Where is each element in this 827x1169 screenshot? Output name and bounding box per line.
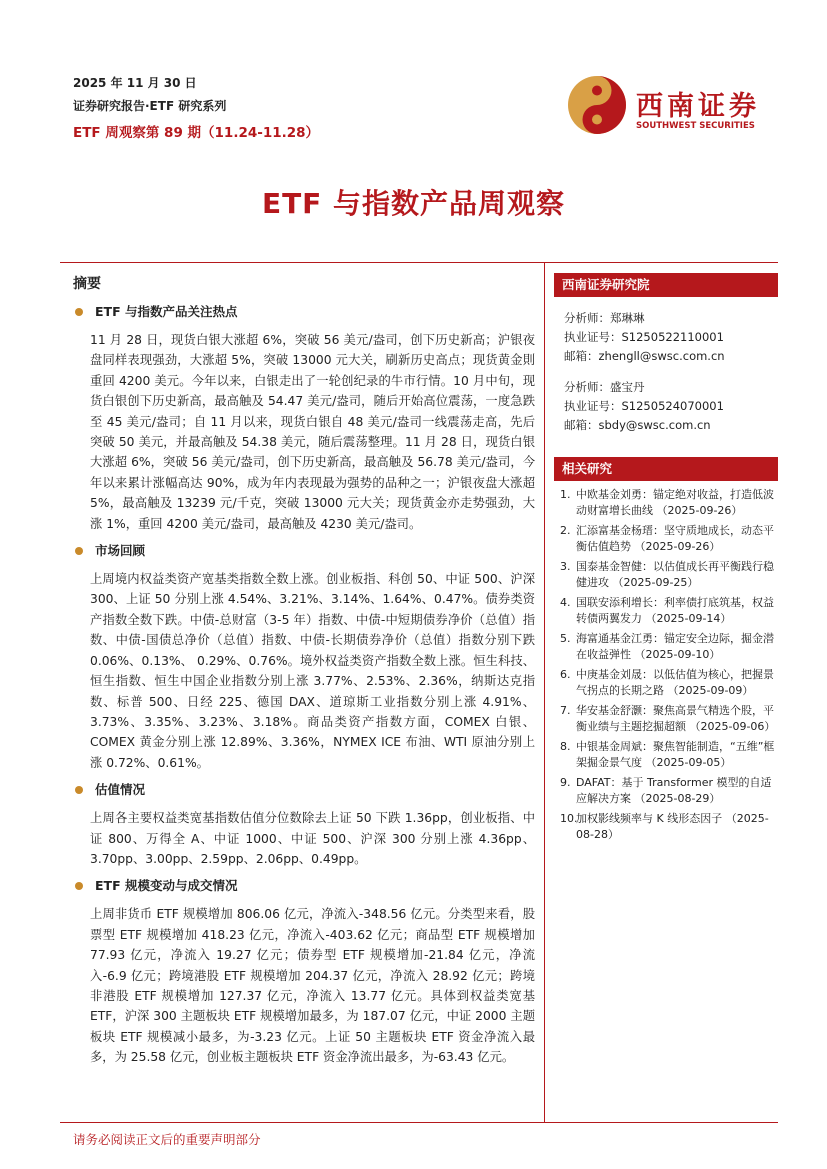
sidebar bbox=[554, 273, 778, 847]
list-item-text: DAFAT：基于 Transformer 模型的自适应解决方案 （2025-08-29） bbox=[576, 776, 772, 805]
section-heading bbox=[73, 540, 535, 569]
section-hotspot bbox=[73, 301, 535, 534]
bullet-dot-icon bbox=[75, 308, 83, 316]
list-item-text: 国联安添利增长：利率债打底筑基，权益转债两翼发力 （2025-09-14） bbox=[576, 596, 774, 625]
section-body: 上周各主要权益类宽基指数估值分位数除去上证 50 下跌 1.36pp，创业板指、中证 800、万得全 A、中证 1000、中证 500、沪深 300 分别上涨 4.36pp、3.70pp、3.00pp、2.59pp、2.06pp、0.49pp。 bbox=[90, 811, 535, 866]
section-title: 估值情况 bbox=[95, 782, 146, 798]
analyst-email[interactable]: 邮箱：sbdy@swsc.com.cn bbox=[564, 418, 711, 432]
list-item-text: 中银基金周斌：聚焦智能制造，“五维”框架掘金景气度 （2025-09-05） bbox=[576, 740, 775, 769]
footer-disclaimer: 请务必阅读正文后的重要声明部分 bbox=[73, 1132, 261, 1147]
logo-cn-text: 西南证券 bbox=[636, 91, 760, 122]
list-item-number: 7. bbox=[560, 704, 571, 717]
list-item-text: 国泰基金智健：以估值成长再平衡践行稳健进攻 （2025-09-25） bbox=[576, 560, 774, 589]
list-item[interactable] bbox=[554, 703, 778, 734]
logo-en-text: SOUTHWEST SECURITIES bbox=[636, 121, 755, 131]
footer-divider bbox=[60, 1122, 778, 1123]
list-item-text: 加权影线频率与 K 线形态因子 （2025-08-28） bbox=[576, 812, 769, 841]
institute-bar: 西南证券研究院 bbox=[554, 273, 778, 297]
list-item-number: 5. bbox=[560, 632, 571, 645]
list-item-number: 10. bbox=[560, 812, 578, 825]
section-title: ETF 规模变动与成交情况 bbox=[95, 878, 238, 894]
list-item-number: 2. bbox=[560, 524, 571, 537]
section-body: 上周非货币 ETF 规模增加 806.06 亿元，净流入-348.56 亿元。分类型来看，股票型 ETF 规模增加 418.23 亿元，净流入-403.62 亿元；商品型 ETF 规模增加 77.93 亿元，净流入 19.27 亿元；债券型 ETF 规模增加-21.84 亿元，净流入-6.9 亿元；跨境港股 ETF 规模增加 204.37 亿元，净流入 28.92 亿元；跨境非港股 ETF 规模增加 127.37 亿元，净流入 13.77 亿元。具体到权益类宽基 ETF，沪深 300 主题板块 ETF 规模增加最多，为 187.07 亿元，中证 2000 主题板块 ETF 规模减小最多，为-3.23 亿元。上证 50 主题板块 ETF 资金净流入最多，为 25.58 亿元，创业板主题板块 ETF 资金净流出最多，为-63.43 亿元。 bbox=[90, 907, 535, 1065]
analyst-cert: 执业证号：S1250522110001 bbox=[564, 330, 724, 344]
related-research-bar: 相关研究 bbox=[554, 457, 778, 481]
section-heading bbox=[73, 301, 535, 330]
section-market-review bbox=[73, 540, 535, 773]
list-item[interactable] bbox=[554, 559, 778, 590]
related-research-list bbox=[554, 487, 778, 842]
list-item[interactable] bbox=[554, 811, 778, 842]
report-issue: ETF 周观察第 89 期（11.24-11.28） bbox=[73, 125, 320, 141]
summary-heading: 摘要 bbox=[73, 276, 101, 292]
section-body: 11 月 28 日，现货白银大涨超 6%，突破 56 美元/盎司，创下历史新高；沪银夜盘同样表现强劲，大涨超 5%，突破 13000 元大关，刷新历史高点；现货黄金則重回 4200 美元。今年以来，白银走出了一轮创纪录的牛市行情。10 月中旬，现货白银创下历史新高，最高触及 54.47 美元/盎司，随后开始高位震荡，一度急跌至 45 美元/盎司；自 11 月以来，现货白银自 48 美元/盎司一线震荡走高，先后突破 50 美元，并最高触及 54.38 美元，随后震荡整理。11 月 28 日，现货白银大涨超 6%，突破 56 美元/盎司，创下历史新高，最高触及 56.78 美元/盎司，今年以来累计涨幅高达 90%，成为年内表现最为强势的品种之一；沪银夜盘大涨超 5%，最高触及 13239 元/千克，突破 13000 元大关；现货黄金亦走势强劲，大涨 1%，重回 4200 美元/盎司，最高触及 4230 美元/盎司。 bbox=[90, 333, 535, 531]
list-item-text: 汇添富基金杨瑨：坚守质地成长，动态平衡估值趋势 （2025-09-26） bbox=[576, 524, 774, 553]
list-item-number: 6. bbox=[560, 668, 571, 681]
list-item[interactable] bbox=[554, 631, 778, 662]
list-item-number: 9. bbox=[560, 776, 571, 789]
list-item-text: 华安基金舒灏：聚焦高景气精选个股，平衡业绩与主题挖掘超额 （2025-09-06） bbox=[576, 704, 776, 733]
column-divider bbox=[544, 262, 545, 1122]
report-series: 证券研究报告·ETF 研究系列 bbox=[73, 99, 227, 113]
analyst-card bbox=[554, 309, 778, 366]
list-item[interactable] bbox=[554, 595, 778, 626]
analyst-card bbox=[554, 378, 778, 435]
list-item[interactable] bbox=[554, 739, 778, 770]
company-logo bbox=[566, 72, 771, 138]
bullet-dot-icon bbox=[75, 882, 83, 890]
summary-column bbox=[73, 273, 535, 1074]
list-item-text: 中欧基金刘勇：锚定绝对收益，打造低波动财富增长曲线 （2025-09-26） bbox=[576, 488, 774, 517]
bullet-dot-icon bbox=[75, 786, 83, 794]
section-heading bbox=[73, 875, 535, 904]
list-item[interactable] bbox=[554, 487, 778, 518]
top-divider bbox=[60, 262, 778, 263]
list-item-number: 4. bbox=[560, 596, 571, 609]
report-date: 2025 年 11 月 30 日 bbox=[73, 76, 197, 90]
analyst-name: 分析师：郑琳琳 bbox=[564, 311, 645, 325]
section-etf-flows bbox=[73, 875, 535, 1067]
list-item[interactable] bbox=[554, 667, 778, 698]
section-body: 上周境内权益类资产宽基类指数全数上涨。创业板指、科创 50、中证 500、沪深 300、上证 50 分别上涨 4.54%、3.21%、3.14%、1.64%、0.47%。债券类资产指数全数下跌。中债-总财富（3-5 年）指数、中债-中短期债券净价（总值）指数、中债-国债总净价（总值）指数、中债-长期债券净价（总值）指数分别下跌 0.06%、0.13%、 0.29%、0.76%。境外权益类资产指数全数上涨。恒生科技、恒生指数、恒生中国企业指数分别上涨 3.77%、2.53%、2.36%，纳斯达克指数、标普 500、日经 225、德国 DAX、道琼斯工业指数分别上涨 4.91%、3.73%、3.35%、3.23%、3.18%。商品类资产指数方面，COMEX 白银、COMEX 黄金分别上涨 12.89%、3.36%，NYMEX ICE 布油、WTI 原油分别上涨 0.72%、0.61%。 bbox=[90, 572, 535, 770]
analyst-name: 分析师：盛宝丹 bbox=[564, 380, 645, 394]
analyst-cert: 执业证号：S1250524070001 bbox=[564, 399, 724, 413]
logo-mark-icon bbox=[566, 74, 628, 136]
page-title: ETF 与指数产品周观察 bbox=[261, 187, 566, 220]
list-item-text: 海富通基金江勇：锚定安全边际，掘金潜在收益弹性 （2025-09-10） bbox=[576, 632, 774, 661]
list-item-number: 1. bbox=[560, 488, 571, 501]
list-item-number: 3. bbox=[560, 560, 571, 573]
bullet-dot-icon bbox=[75, 547, 83, 555]
section-valuation bbox=[73, 779, 535, 869]
list-item[interactable] bbox=[554, 523, 778, 554]
section-title: ETF 与指数产品关注热点 bbox=[95, 304, 238, 319]
list-item[interactable] bbox=[554, 775, 778, 806]
section-title: 市场回顾 bbox=[95, 543, 146, 559]
list-item-number: 8. bbox=[560, 740, 571, 753]
section-heading bbox=[73, 779, 535, 808]
analyst-email[interactable]: 邮箱：zhengll@swsc.com.cn bbox=[564, 349, 725, 363]
list-item-text: 中庚基金刘晟：以低估值为核心，把握景气拐点的长期之路 （2025-09-09） bbox=[576, 668, 774, 697]
